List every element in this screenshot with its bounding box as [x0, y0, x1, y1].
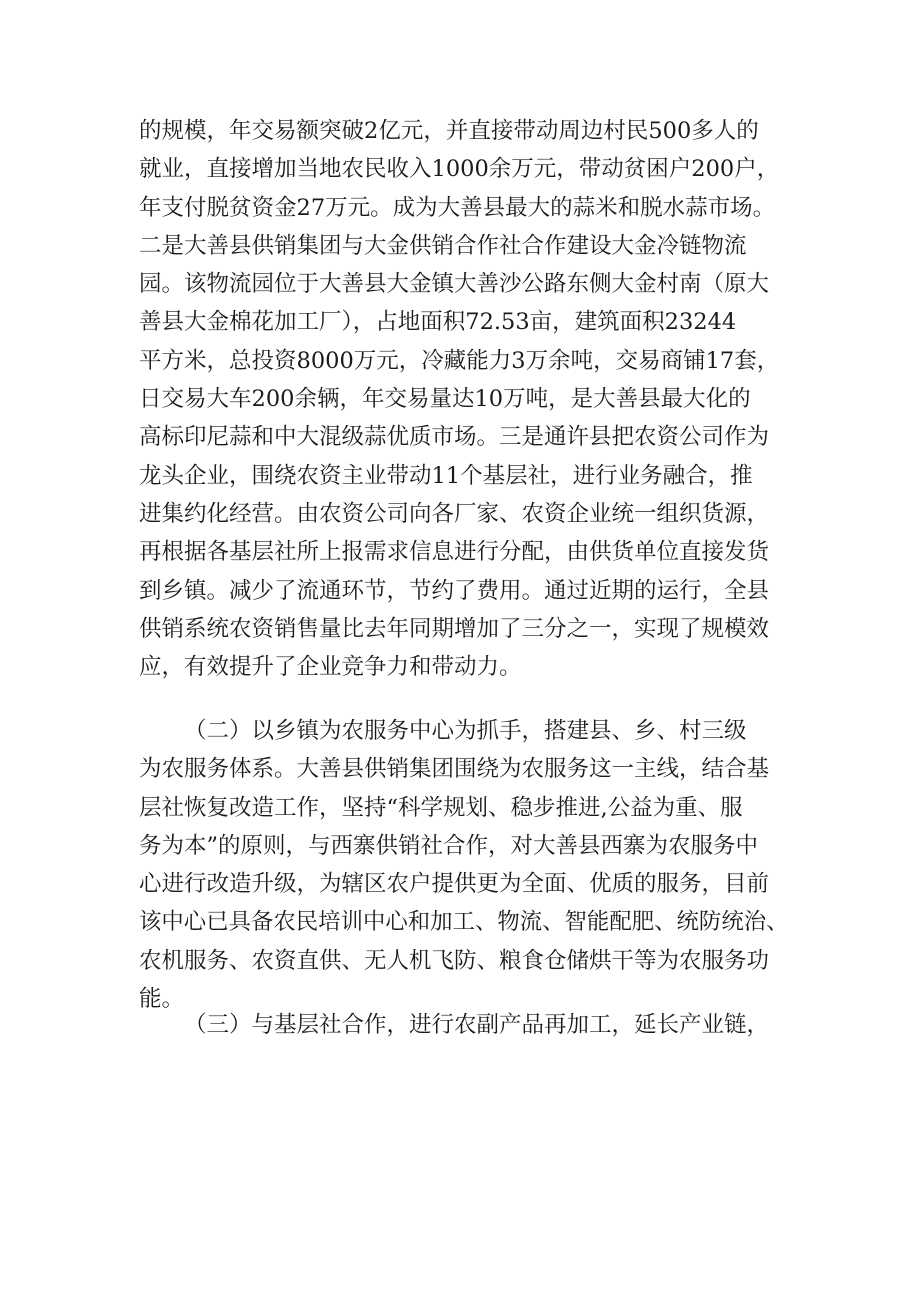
paragraph-1-line-6: 善县大金棉花加工厂），占地面积72.53亩，建筑面积23244: [139, 309, 737, 336]
paragraph-1-line-3: 年支付脱贫资金27万元。成为大善县最大的蒜米和脱水蒜市场。: [139, 194, 776, 221]
paragraph-2-line-3: 层社恢复改造工作，坚持“科学规划、稳步推进,公益为重、服: [139, 794, 743, 821]
paragraph-1-line-7: 平方米，总投资8000万元，冷藏能力3万余吨，交易商铺17套，: [139, 347, 780, 374]
paragraph-1-line-5: 园。该物流园位于大善县大金镇大善沙公路东侧大金村南（原大: [139, 271, 770, 298]
paragraph-2-line-7: 农机服务、农资直供、无人机飞防、粮食仓储烘干等为农服务功: [139, 947, 770, 974]
paragraph-1-line-15: 应，有效提升了企业竞争力和带动力。: [139, 654, 522, 681]
paragraph-2-line-5: 心进行改造升级，为辖区农户提供更为全面、优质的服务，目前: [139, 871, 770, 898]
paragraph-2-line-6: 该中心已具备农民培训中心和加工、物流、智能配肥、统防统治、: [139, 909, 789, 936]
paragraph-1-line-8: 日交易大车200余辆，年交易量达10万吨，是大善县最大化的: [139, 386, 751, 413]
paragraph-2-line-1: （二）以乡镇为农服务中心为抓手，搭建县、乡、村三级: [184, 718, 747, 744]
paragraph-1-line-14: 供销系统农资销售量比去年同期增加了三分之一，实现了规模效: [139, 615, 770, 642]
paragraph-1-line-1: 的规模，年交易额突破2亿元，并直接带动周边村民500多人的: [139, 118, 759, 144]
paragraph-2-line-8: 能。: [139, 986, 185, 1013]
paragraph-1-line-2: 就业，直接增加当地农民收入1000余万元，带动贫困户200户，: [139, 156, 780, 183]
paragraph-1: [139, 112, 789, 686]
paragraph-1-line-9: 高标印尼蒜和中大混级蒜优质市场。三是通许县把农资公司作为: [139, 424, 770, 451]
paragraph-1-line-13: 到乡镇。减少了流通环节，节约了费用。通过近期的运行，全县: [139, 577, 770, 604]
paragraph-2: [139, 712, 789, 1018]
paragraph-1-line-4: 二是大善县供销集团与大金供销合作社合作建设大金冷链物流: [139, 232, 747, 259]
paragraph-1-line-10: 龙头企业，围绕农资主业带动11个基层社，进行业务融合，推: [139, 462, 753, 489]
paragraph-3-line-1: （三）与基层社合作，进行农副产品再加工，延长产业链，: [184, 1012, 770, 1038]
paragraph-3: [139, 1006, 789, 1044]
paragraph-1-line-12: 再根据各基层社所上报需求信息进行分配，由供货单位直接发货: [139, 539, 770, 566]
paragraph-2-line-2: 为农服务体系。大善县供销集团围绕为农服务这一主线，结合基: [139, 756, 770, 783]
paragraph-1-line-11: 进集约化经营。由农资公司向各厂家、农资企业统一组织货源，: [139, 500, 770, 527]
paragraph-2-line-4: 务为本”的原则，与西寨供销社合作，对大善县西寨为农服务中: [139, 832, 759, 859]
